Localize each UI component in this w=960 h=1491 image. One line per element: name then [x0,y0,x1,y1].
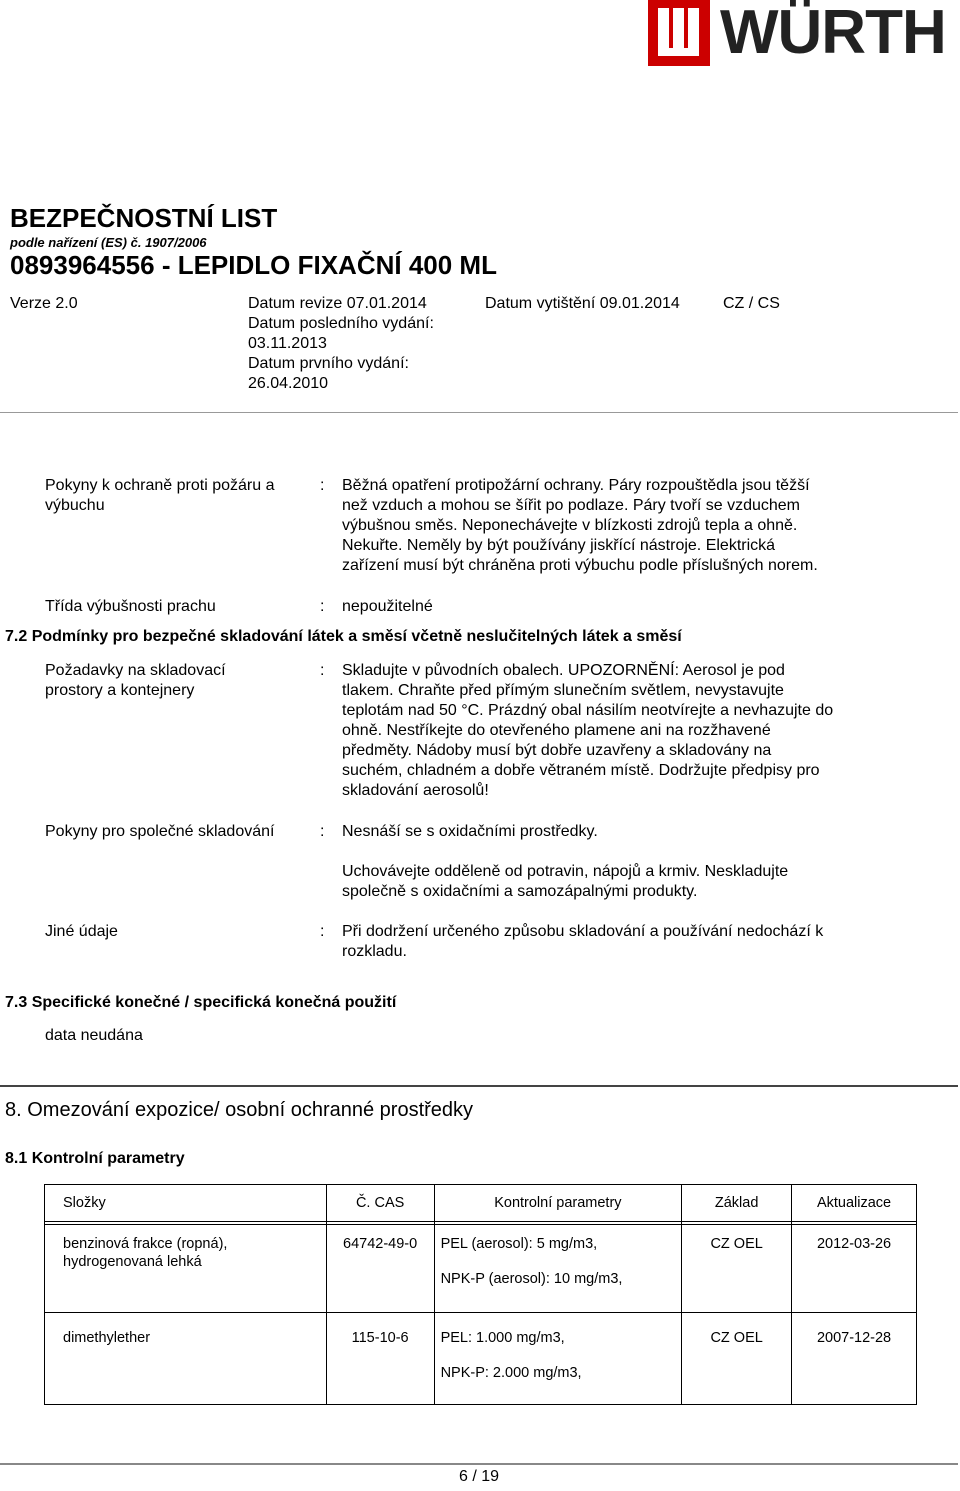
fire-protection-label: Pokyny k ochraně proti požáru a výbuchu [45,477,275,514]
version: Verze 2.0 [10,295,78,312]
control-parameters-table [44,1184,917,1405]
param-npk: NPK-P: 2.000 mg/m3, [440,1365,582,1381]
document-title: BEZPEČNOSTNÍ LIST [10,203,278,233]
cas-number: 64742-49-0 [343,1236,418,1252]
colon: : [320,823,325,840]
section-divider [0,1085,958,1087]
wurth-logo [648,0,958,66]
first-issue-date: 26.04.2010 [248,375,329,392]
header-components: Složky [45,1185,327,1222]
table-row [45,1313,917,1405]
regulation-reference: podle nařízení (ES) č. 1907/2006 [10,235,207,250]
revision-date: Datum revize 07.01.2014 [248,295,427,312]
header-updated: Aktualizace [792,1185,917,1222]
dust-class-value: nepoužitelné [342,598,433,615]
section-7-3-title: 7.3 Specifické konečné / specifická konečná použití [5,994,397,1011]
component-name: benzinová frakce (ropná), [63,1236,228,1252]
component-name-cont: hydrogenovaná lehká [63,1254,202,1270]
table-row [45,1225,917,1313]
param-npk: NPK-P (aerosol): 10 mg/m3, [440,1271,623,1287]
last-issue-date: 03.11.2013 [248,335,327,352]
dust-class-label: Třída výbušnosti prachu [45,598,216,615]
joint-storage-value: Nesnáší se s oxidačními prostředky. [342,823,598,840]
fire-protection-text: Běžná opatření protipožární ochrany. Páry rozpouštědla jsou těžší než vzduch a mohou se šířit po podlaze. Páry tvoří se vzduchem výbušnou směs. Neponechávejte v blízkosti zdrojů tepla a ohně. Nekuřte. Neměly by být používány jiskřící nástroje. Elektrická zařízení musí být chráněna proti výbuchu podle příslušných norem. [342,477,818,574]
joint-storage-label: Pokyny pro společné skladování [45,823,275,840]
other-info-label: Jiné údaje [45,923,118,940]
footer-divider [0,1463,958,1465]
last-issue-label: Datum posledního vydání: [248,315,434,332]
colon: : [320,662,325,679]
header-basis: Základ [682,1185,792,1222]
section-7-2-title: 7.2 Podmínky pro bezpečné skladování látek a směsí včetně neslučitelných látek a směsí [5,628,682,645]
storage-requirements-text: Skladujte v původních obalech. UPOZORNĚNÍ: Aerosol je pod tlakem. Chraňte před přímým slunečním světlem, nevystavujte teplotám nad 50 °C. Prázdný obal násilím neotvírejte a nevhazujte do ohně. Nestříkejte do otevřeného plamene ani na rozžhavené předměty. Nádoby musí být dobře uzavřeny a skladovány na suchém, chladném a dobře větraném místě. Dodržujte předpisy pro skladování aerosolů! [342,662,834,799]
updated-date: 2007-12-28 [816,1330,892,1346]
header-divider [0,412,958,413]
updated-date: 2012-03-26 [816,1236,892,1252]
colon: : [320,923,325,940]
page-number: 6 / 19 [458,1468,500,1485]
section-8-1-title: 8.1 Kontrolní parametry [5,1150,185,1167]
section-8-title: 8. Omezování expozice/ osobní ochranné prostředky [5,1099,474,1121]
first-issue-label: Datum prvního vydání: [248,355,409,372]
wurth-logo-mark [648,0,710,66]
header-control-params: Kontrolní parametry [434,1185,682,1222]
joint-storage-extra: Uchovávejte odděleně od potravin, nápojů a krmiv. Neskladujte společně s oxidačními a samozápalnými produkty. [342,863,789,900]
basis: CZ OEL [710,1330,763,1346]
product-name: 0893964556 - LEPIDLO FIXAČNÍ 400 ML [10,250,497,280]
table-header-row [45,1185,917,1222]
component-name: dimethylether [63,1330,151,1346]
header-cas: Č. CAS [326,1185,434,1222]
param-pel: PEL: 1.000 mg/m3, [440,1330,565,1346]
basis: CZ OEL [710,1236,763,1252]
wurth-logo-text: WÜRTH [720,0,946,67]
colon: : [320,477,325,494]
colon: : [320,598,325,615]
section-7-3-value: data neudána [45,1027,143,1044]
cas-number: 115-10-6 [351,1330,409,1346]
print-date: Datum vytištění 09.01.2014 [485,295,680,312]
param-pel: PEL (aerosol): 5 mg/m3, [440,1236,598,1252]
storage-requirements-label: Požadavky na skladovací prostory a kontejnery [45,662,226,699]
other-info-text: Při dodržení určeného způsobu skladování a používání nedochází k rozkladu. [342,923,824,960]
language: CZ / CS [723,295,780,312]
